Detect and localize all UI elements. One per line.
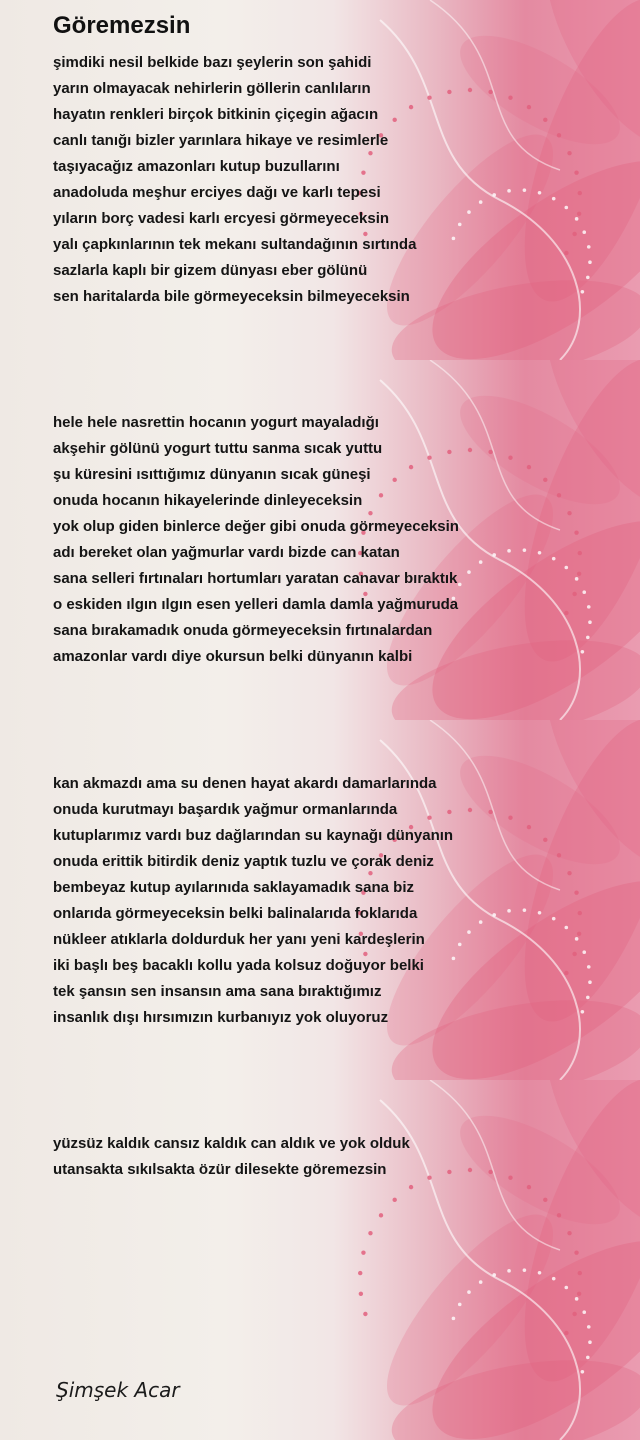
poem-line: iki başlı beş bacaklı kollu yada kolsuz doğuyor belki xyxy=(53,957,424,974)
stanza-4 xyxy=(53,1131,410,1183)
poem-line: yalı çapkınlarının tek mekanı sultandağının sırtında xyxy=(53,236,417,253)
poem-line: yok olup giden binlerce değer gibi onuda görmeyeceksin xyxy=(53,518,459,535)
poem-line: o eskiden ılgın ılgın esen yelleri damla damla yağmuruda xyxy=(53,596,459,613)
poem-line: yüzsüz kaldık cansız kaldık can aldık ve yok olduk xyxy=(53,1135,410,1152)
poem-line: şimdiki nesil belkide bazı şeylerin son şahidi xyxy=(53,54,372,71)
poem-line: onlarıda görmeyeceksin belki balinalarıda foklarıda xyxy=(53,905,418,922)
poem-line: taşıyacağız amazonları kutup buzullarını xyxy=(53,158,340,175)
poem-line: akşehir gölünü yogurt tuttu sanma sıcak yuttu xyxy=(53,440,383,457)
poem-line: şu küresini ısıttığımız dünyanın sıcak güneşi xyxy=(53,466,371,483)
poem-line: amazonlar vardı diye okursun belki dünyanın kalbi xyxy=(53,648,413,665)
poem-title: Göremezsin xyxy=(53,12,191,39)
poem-line: tek şansın sen insansın ama sana bıraktığımız xyxy=(53,983,382,1000)
poem-line: onuda hocanın hikayelerinde dinleyeceksin xyxy=(53,492,363,509)
poem-line: hele hele nasrettin hocanın yogurt mayaladığı xyxy=(53,414,379,431)
poem-line: insanlık dışı hırsımızın kurbanıyız yok oluyoruz xyxy=(53,1009,389,1026)
poem-line: anadoluda meşhur erciyes dağı ve karlı tepesi xyxy=(53,184,381,201)
poem-line: canlı tanığı bizler yarınlara hikaye ve resimlerle xyxy=(53,132,389,149)
poem-line: kan akmazdı ama su denen hayat akardı damarlarında xyxy=(53,775,437,792)
poem-line: sazlarla kaplı bir gizem dünyası eber gölünü xyxy=(53,262,368,279)
poem-line: nükleer atıklarla doldurduk her yanı yeni kardeşlerin xyxy=(53,931,425,948)
poem-line: sana selleri fırtınaları hortumları yaratan canavar bıraktık xyxy=(53,570,458,587)
poem-line: yıların borç vadesi karlı ercyesi görmeyeceksin xyxy=(53,210,390,227)
poem-line: hayatın renkleri birçok bitkinin çiçegin ağacın xyxy=(53,106,379,123)
poem-line: yarın olmayacak nehirlerin göllerin canlıların xyxy=(53,80,371,97)
stanza-2 xyxy=(53,410,459,670)
poem-line: bembeyaz kutup ayılarınıda saklayamadık sana biz xyxy=(53,879,414,896)
poem-line: onuda kurutmayı başardık yağmur ormanlarında xyxy=(53,801,398,818)
poem-line: sen haritalarda bile görmeyeceksin bilmeyeceksin xyxy=(53,288,410,305)
poem-line: onuda erittik bitirdik deniz yaptık tuzlu ve çorak deniz xyxy=(53,853,434,870)
poem-author: Şimşek Acar xyxy=(56,1378,180,1402)
poem-line: utansakta sıkılsakta özür dilesekte göremezsin xyxy=(53,1161,387,1178)
poem-line: kutuplarımız vardı buz dağlarından su kaynağı dünyanın xyxy=(53,827,454,844)
poem-line: adı bereket olan yağmurlar vardı bizde can katan xyxy=(53,544,400,561)
stanza-1 xyxy=(53,50,416,310)
poem-line: sana bırakamadık onuda görmeyeceksin fırtınalardan xyxy=(53,622,433,639)
stanza-3 xyxy=(53,771,453,1031)
